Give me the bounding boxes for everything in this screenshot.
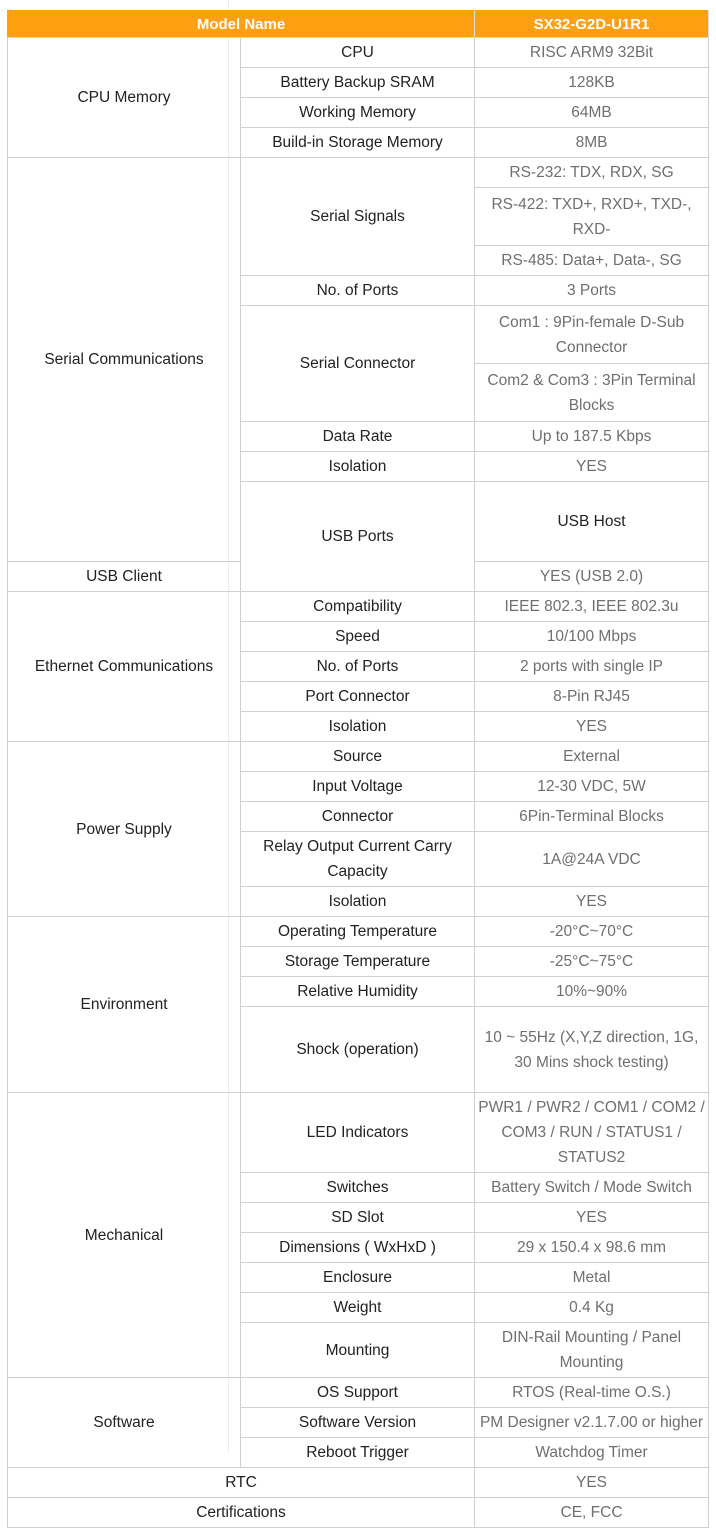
spec-label: Relative Humidity [241,977,475,1007]
spec-label: Speed [241,622,475,652]
spec-value: Battery Switch / Mode Switch [475,1173,709,1203]
spec-label: Shock (operation) [241,1007,475,1093]
spec-label: USB Host [475,482,709,562]
spec-label: Isolation [241,887,475,917]
spec-label: Source [241,742,475,772]
spec-label: Software Version [241,1408,475,1438]
spec-value: 10 ~ 55Hz (X,Y,Z direction, 1G, 30 Mins shock testing) [475,1007,709,1093]
spec-value: RS-485: Data+, Data-, SG [475,246,709,276]
spec-label: Switches [241,1173,475,1203]
spec-label: Weight [241,1293,475,1323]
spec-value: YES [475,712,709,742]
spec-label: Serial Signals [241,158,475,276]
spec-value: IEEE 802.3, IEEE 802.3u [475,592,709,622]
spec-label: Battery Backup SRAM [241,68,475,98]
header-model-number: SX32-G2D-U1R1 [475,11,709,38]
spec-value: 12-30 VDC, 5W [475,772,709,802]
spec-value: YES [475,1468,709,1498]
spec-value: 10/100 Mbps [475,622,709,652]
spec-label: CPU [241,38,475,68]
spec-value: Metal [475,1263,709,1293]
spec-value: RS-232: TDX, RDX, SG [475,158,709,188]
spec-label: OS Support [241,1378,475,1408]
spec-value: 1A@24A VDC [475,832,709,887]
spec-value: 128KB [475,68,709,98]
table-row [8,1093,709,1173]
spec-label: Certifications [8,1498,475,1528]
spec-value: Up to 187.5 Kbps [475,422,709,452]
spec-value: RS-422: TXD+, RXD+, TXD-, RXD- [475,188,709,246]
spec-label: Working Memory [241,98,475,128]
spec-value: 10%~90% [475,977,709,1007]
spec-value: YES [475,1203,709,1233]
spec-label: LED Indicators [241,1093,475,1173]
spec-label: Port Connector [241,682,475,712]
spec-value: Com1 : 9Pin-female D-Sub Connector [475,306,709,364]
spec-value: CE, FCC [475,1498,709,1528]
spec-value: DIN-Rail Mounting / Panel Mounting [475,1323,709,1378]
spec-value: 8MB [475,128,709,158]
spec-label: Isolation [241,452,475,482]
category-power-supply: Power Supply [8,742,241,917]
spec-label: USB Client [8,562,241,592]
spec-value: 2 ports with single IP [475,652,709,682]
spec-label: Storage Temperature [241,947,475,977]
spec-label: RTC [8,1468,475,1498]
spec-table [7,10,709,1528]
spec-label: Data Rate [241,422,475,452]
spec-value: 29 x 150.4 x 98.6 mm [475,1233,709,1263]
header-model-name: Model Name [8,11,475,38]
spec-value: RTOS (Real-time O.S.) [475,1378,709,1408]
spec-label: Isolation [241,712,475,742]
table-row [8,1498,709,1528]
category-software: Software [8,1378,241,1468]
spec-label: No. of Ports [241,652,475,682]
spec-label: Input Voltage [241,772,475,802]
table-row [8,1468,709,1498]
spec-label: Operating Temperature [241,917,475,947]
spec-value: 3 Ports [475,276,709,306]
spec-value: 6Pin-Terminal Blocks [475,802,709,832]
spec-label: SD Slot [241,1203,475,1233]
table-row [8,158,709,188]
spec-label: Connector [241,802,475,832]
category-cpu-memory: CPU Memory [8,38,241,158]
category-environment: Environment [8,917,241,1093]
table-row [8,38,709,68]
category-ethernet-communications: Ethernet Communications [8,592,241,742]
category-mechanical: Mechanical [8,1093,241,1378]
spec-value: -25°C~75°C [475,947,709,977]
spec-value: 0.4 Kg [475,1293,709,1323]
spec-value: RISC ARM9 32Bit [475,38,709,68]
header-row [8,11,709,38]
category-usb-ports: USB Ports [241,482,475,592]
spec-value: PWR1 / PWR2 / COM1 / COM2 / COM3 / RUN / STATUS1 / STATUS2 [475,1093,709,1173]
spec-label: Serial Connector [241,306,475,422]
spec-value: YES [475,452,709,482]
spec-label: Build-in Storage Memory [241,128,475,158]
spec-label: Relay Output Current Carry Capacity [241,832,475,887]
spec-label: No. of Ports [241,276,475,306]
spec-value: Watchdog Timer [475,1438,709,1468]
category-serial-communications: Serial Communications [8,158,241,562]
spec-value: YES [475,887,709,917]
table-row [8,592,709,622]
spec-label: Dimensions ( WxHxD ) [241,1233,475,1263]
spec-value: YES (USB 2.0) [475,562,709,592]
spec-value: External [475,742,709,772]
spec-value: 8-Pin RJ45 [475,682,709,712]
spec-value: PM Designer v2.1.7.00 or higher [475,1408,709,1438]
spec-value: Com2 & Com3 : 3Pin Terminal Blocks [475,364,709,422]
table-row [8,1378,709,1408]
spec-label: Enclosure [241,1263,475,1293]
table-row [8,742,709,772]
spec-label: Reboot Trigger [241,1438,475,1468]
table-row [8,917,709,947]
spec-label: Compatibility [241,592,475,622]
spec-value: 64MB [475,98,709,128]
spec-value: -20°C~70°C [475,917,709,947]
spec-label: Mounting [241,1323,475,1378]
